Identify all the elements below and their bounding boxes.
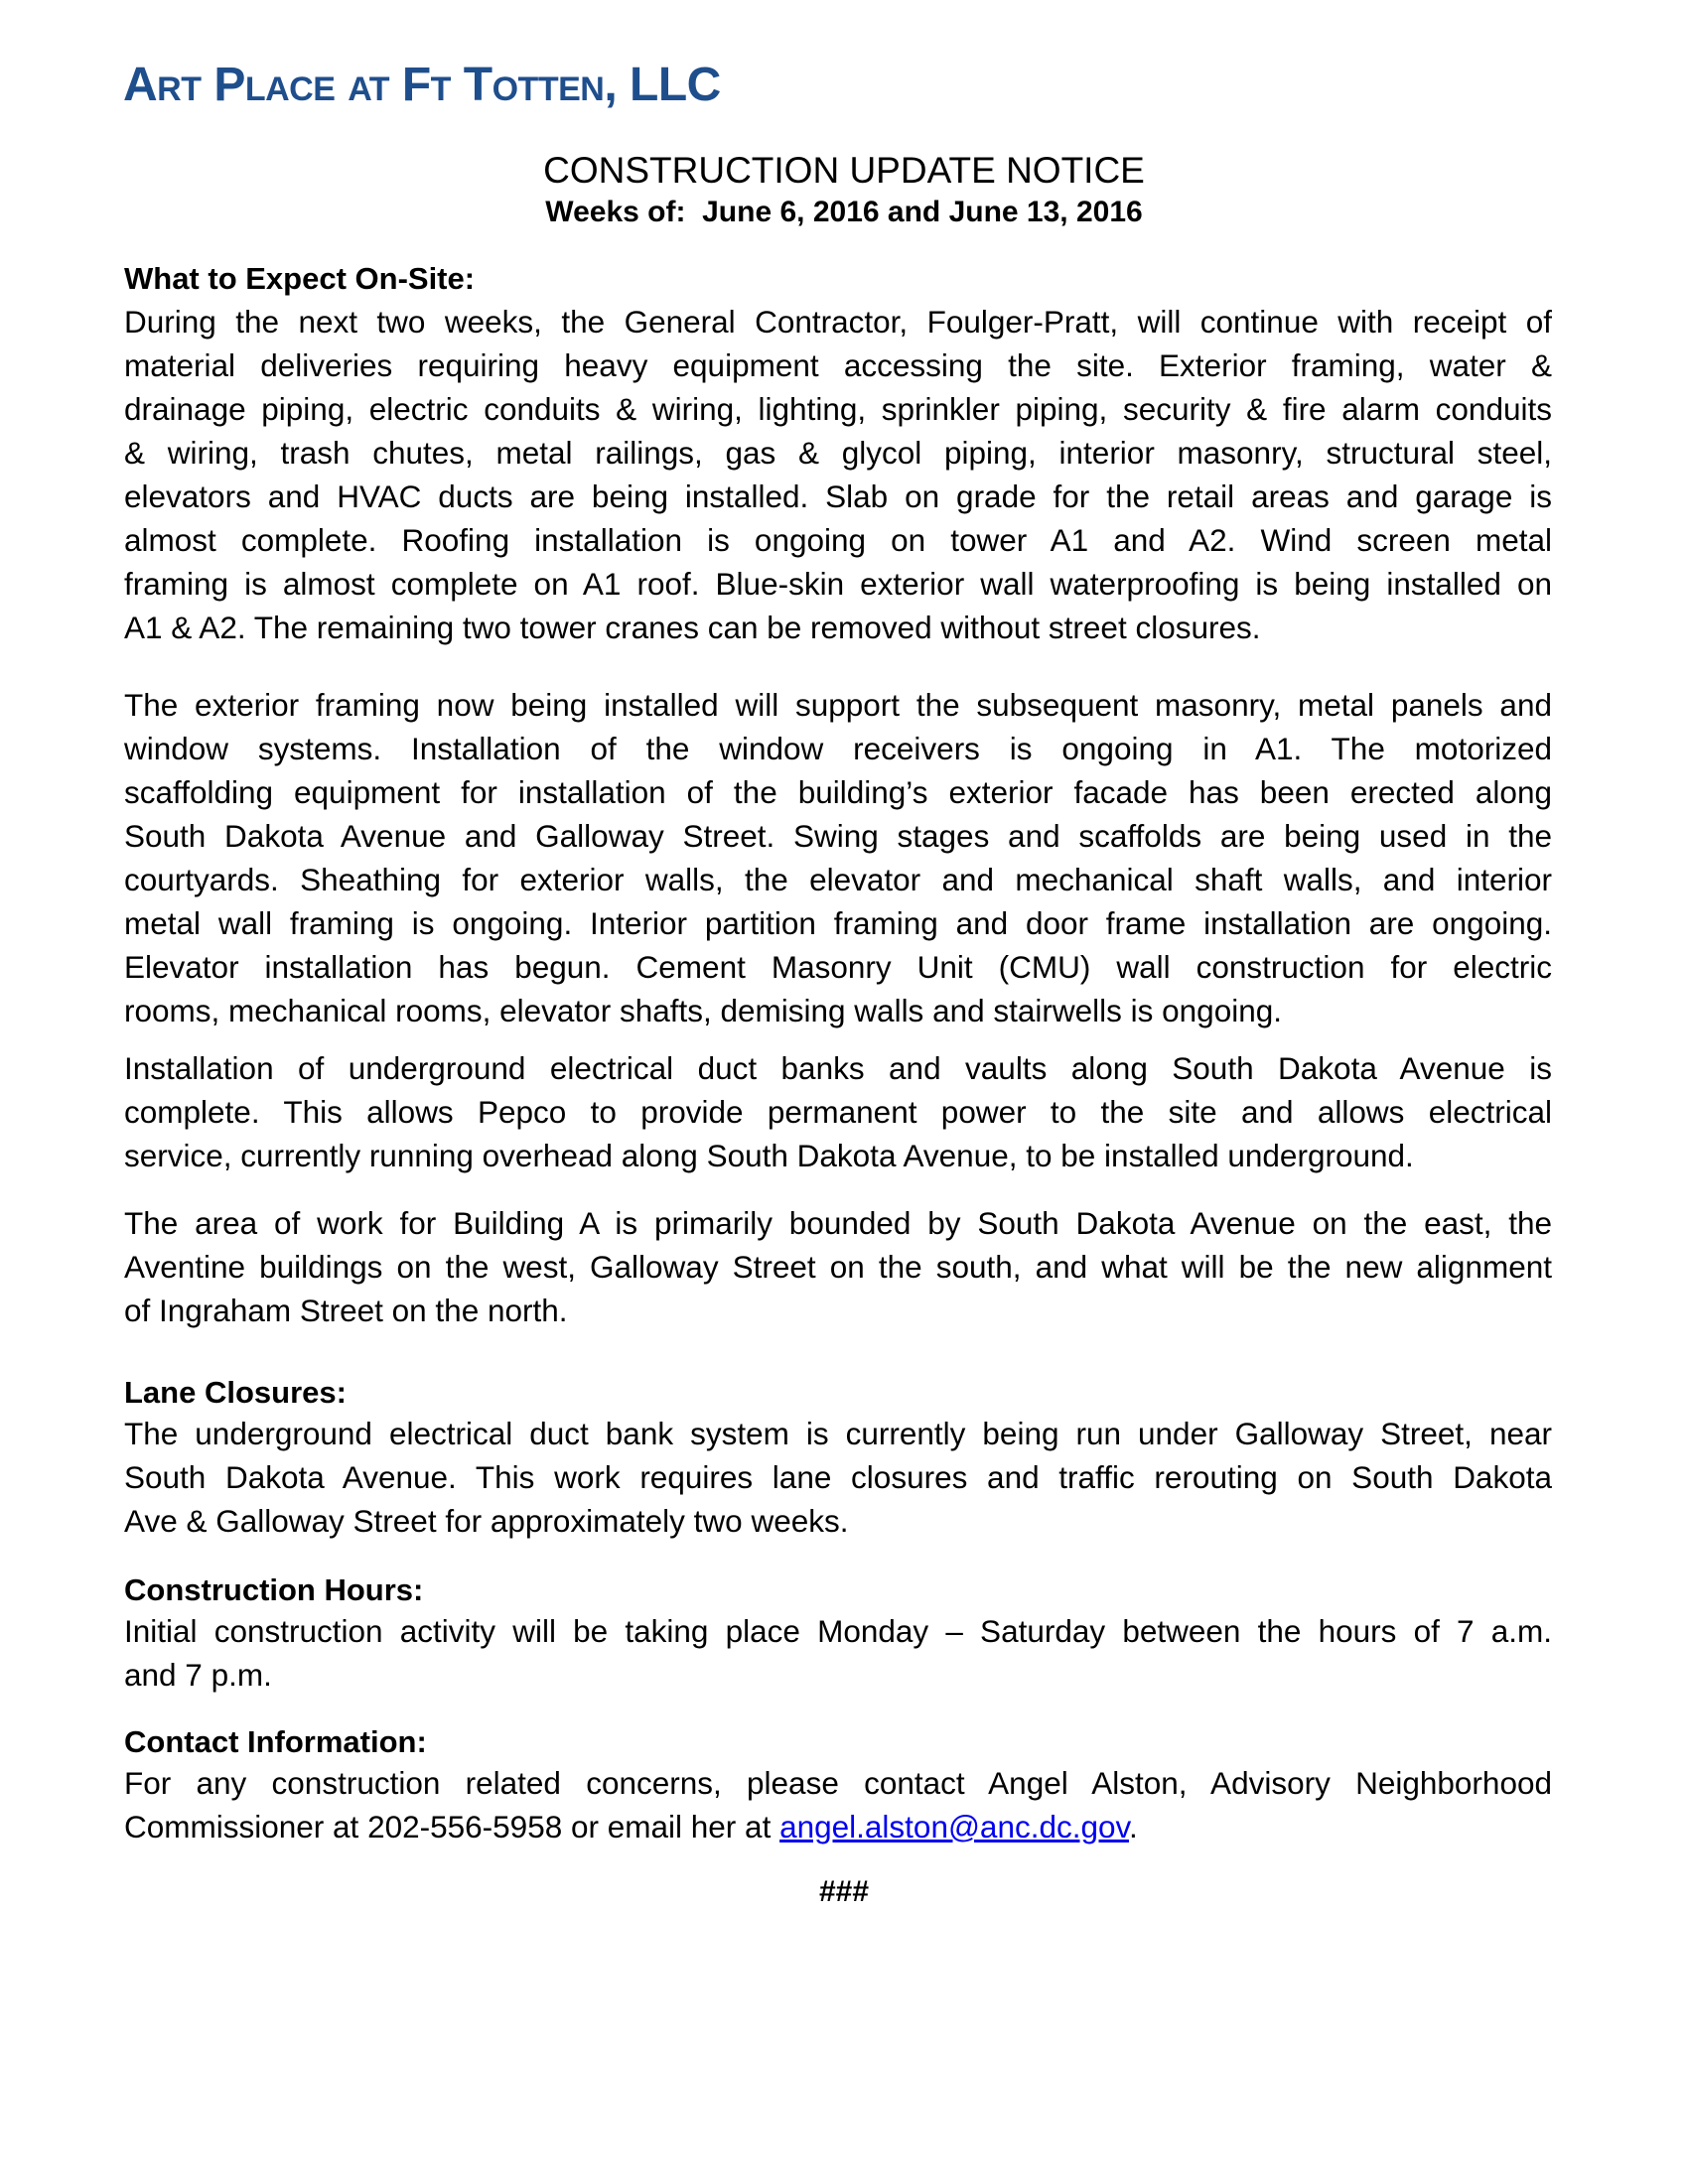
- text-line: scaffolding equipment for installation of the building’s exterior facade has been erected along: [124, 774, 1552, 810]
- text-line: For any construction related concerns, please contact Angel Alston, Advisory Neighborhood: [124, 1765, 1552, 1801]
- text-line: The underground electrical duct bank system is currently being run under Galloway Street, near: [124, 1416, 1552, 1451]
- text-line: rooms, mechanical rooms, elevator shafts, demising walls and stairwells is ongoing.: [124, 993, 1283, 1028]
- section-heading: What to Expect On-Site:: [124, 261, 476, 296]
- end-mark: ###: [818, 1875, 870, 1908]
- section-contact-information: [124, 1723, 1552, 1848]
- text-line: service, currently running overhead along South Dakota Avenue, to be installed underground.: [124, 1138, 1414, 1173]
- section-what-to-expect: [124, 260, 1552, 298]
- text-line: courtyards. Sheathing for exterior walls, the elevator and mechanical shaft walls, and interior: [124, 862, 1552, 897]
- text-line: Aventine buildings on the west, Galloway Street on the south, and what will be the new alignment: [124, 1249, 1552, 1285]
- section-construction-hours: [124, 1571, 1552, 1697]
- text-line: & wiring, trash chutes, metal railings, gas & glycol piping, interior masonry, structural steel,: [124, 435, 1552, 471]
- text-line: The exterior framing now being installed will support the subsequent masonry, metal panels and: [124, 687, 1552, 723]
- text-line: [124, 1805, 1552, 1848]
- paragraph-4: [124, 1201, 1552, 1332]
- text-line: Initial construction activity will be taking place Monday – Saturday between the hours of 7 a.m.: [124, 1613, 1552, 1649]
- section-heading: Contact Information:: [124, 1724, 427, 1759]
- text-line: South Dakota Avenue. This work requires lane closures and traffic rerouting on South Dakota: [124, 1459, 1552, 1495]
- text-line: of Ingraham Street on the north.: [124, 1293, 568, 1328]
- text-line: framing is almost complete on A1 roof. Blue-skin exterior wall waterproofing is being installed on: [124, 566, 1552, 602]
- notice-dates: Weeks of: June 6, 2016 and June 13, 2016: [545, 196, 1143, 228]
- section-heading: Lane Closures:: [124, 1375, 347, 1410]
- notice-title: CONSTRUCTION UPDATE NOTICE: [543, 150, 1145, 191]
- text-line: A1 & A2. The remaining two tower cranes can be removed without street closures.: [124, 610, 1261, 645]
- text-line: During the next two weeks, the General Contractor, Foulger-Pratt, will continue with receipt of: [124, 304, 1552, 340]
- text-line: South Dakota Avenue and Galloway Street. Swing stages and scaffolds are being used in the: [124, 818, 1552, 854]
- paragraph-1: [124, 300, 1552, 649]
- email-link[interactable]: angel.alston@anc.dc.gov: [779, 1809, 1129, 1844]
- text-line: Elevator installation has begun. Cement Masonry Unit (CMU) wall construction for electric: [124, 949, 1552, 985]
- section-lane-closures: [124, 1374, 1552, 1543]
- text-line: drainage piping, electric conduits & wiring, lighting, sprinkler piping, security & fire alarm conduits: [124, 391, 1552, 427]
- text-line: Ave & Galloway Street for approximately two weeks.: [124, 1503, 849, 1539]
- text-line: and 7 p.m.: [124, 1657, 272, 1693]
- section-heading: Construction Hours:: [124, 1572, 424, 1607]
- text-line: The area of work for Building A is primarily bounded by South Dakota Avenue on the east, the: [124, 1205, 1552, 1241]
- text-line: metal wall framing is ongoing. Interior partition framing and door frame installation are ongoing.: [124, 905, 1552, 941]
- text-line: almost complete. Roofing installation is ongoing on tower A1 and A2. Wind screen metal: [124, 522, 1552, 558]
- organization-title: Art Place at Ft Totten, LLC: [123, 59, 721, 111]
- text-line: window systems. Installation of the window receivers is ongoing in A1. The motorized: [124, 731, 1552, 766]
- contact-text: Commissioner at 202-556-5958 or email her at: [124, 1809, 780, 1844]
- text-line: elevators and HVAC ducts are being installed. Slab on grade for the retail areas and garage is: [124, 478, 1552, 514]
- text-line: material deliveries requiring heavy equipment accessing the site. Exterior framing, water &: [124, 347, 1552, 383]
- text-line: complete. This allows Pepco to provide permanent power to the site and allows electrical: [124, 1094, 1552, 1130]
- paragraph-3: [124, 1046, 1552, 1177]
- contact-period: .: [1128, 1809, 1138, 1844]
- text-line: Installation of underground electrical duct banks and vaults along South Dakota Avenue is: [124, 1050, 1552, 1086]
- paragraph-2: [124, 683, 1552, 1032]
